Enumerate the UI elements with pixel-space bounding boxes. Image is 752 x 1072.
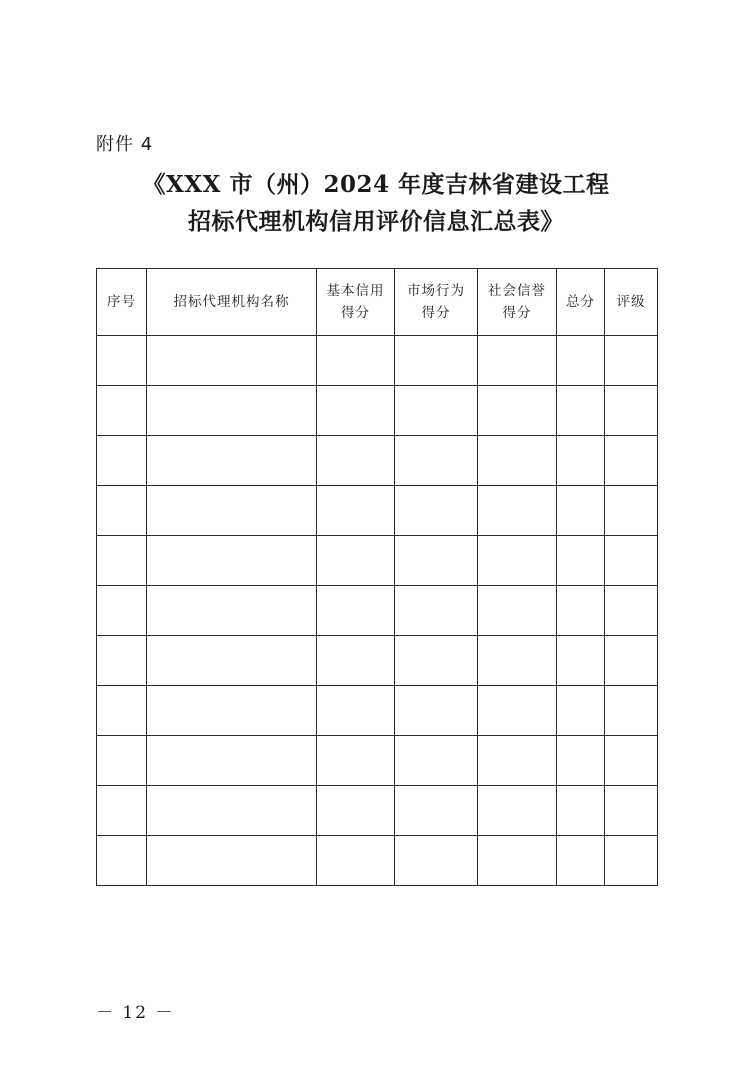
header-line: 社会信誉 [488,283,546,299]
table-row [97,386,658,436]
table-cell[interactable] [97,536,147,586]
table-cell[interactable] [605,836,658,886]
table-row [97,536,658,586]
table-cell[interactable] [605,686,658,736]
header-line: 总分 [566,294,595,310]
table-cell[interactable] [605,786,658,836]
table-cell[interactable] [605,486,658,536]
table-row [97,736,658,786]
table-cell[interactable] [557,686,605,736]
table-cell[interactable] [147,736,317,786]
table-cell[interactable] [97,686,147,736]
header-line: 得分 [421,305,451,321]
page-number: － 12 － [96,1003,175,1023]
table-cell[interactable] [557,536,605,586]
table-cell[interactable] [147,586,317,636]
header-market-behavior-score [395,269,478,336]
table-cell[interactable] [97,836,147,886]
header-line: 招标代理机构名称 [173,294,290,310]
table-cell[interactable] [147,486,317,536]
header-serial-number [97,269,147,336]
table-cell[interactable] [97,486,147,536]
table-cell[interactable] [317,386,395,436]
table-cell[interactable] [557,736,605,786]
table-cell[interactable] [395,636,478,686]
table-cell[interactable] [97,336,147,386]
table-cell[interactable] [317,636,395,686]
table-cell[interactable] [317,786,395,836]
table-cell[interactable] [557,436,605,486]
table-cell[interactable] [317,736,395,786]
table-cell[interactable] [478,386,557,436]
table-cell[interactable] [478,536,557,586]
table-cell[interactable] [605,336,658,386]
header-social-reputation-score [478,269,557,336]
table-cell[interactable] [395,736,478,786]
table-cell[interactable] [478,836,557,886]
summary-table [96,268,658,886]
table-cell[interactable] [317,586,395,636]
table-cell[interactable] [147,836,317,886]
table-cell[interactable] [478,686,557,736]
table-cell[interactable] [605,736,658,786]
table-cell[interactable] [395,486,478,536]
table-cell[interactable] [557,636,605,686]
table-cell[interactable] [557,586,605,636]
table-cell[interactable] [478,586,557,636]
table-cell[interactable] [317,836,395,886]
table-cell[interactable] [395,536,478,586]
header-line: 序号 [107,294,136,310]
table-cell[interactable] [97,586,147,636]
table-cell[interactable] [97,736,147,786]
table-row [97,786,658,836]
table-row [97,636,658,686]
table-cell[interactable] [395,836,478,886]
document-title-line-1: 《XXX 市（州）2024 年度吉林省建设工程 [142,171,610,198]
table-cell[interactable] [395,336,478,386]
header-line: 市场行为 [407,283,465,299]
table-cell[interactable] [557,836,605,886]
table-cell[interactable] [147,436,317,486]
header-line: 得分 [502,305,532,321]
table-cell[interactable] [395,786,478,836]
table-cell[interactable] [395,586,478,636]
document-title-line-2: 招标代理机构信用评价信息汇总表》 [188,208,564,235]
table-cell[interactable] [317,536,395,586]
table-row [97,686,658,736]
header-line: 评级 [616,294,646,310]
table-cell[interactable] [478,786,557,836]
table-body [97,336,658,886]
table-cell[interactable] [317,436,395,486]
attachment-label: 附件 4 [96,134,154,155]
header-rating [605,269,658,336]
table-cell[interactable] [605,386,658,436]
header-agency-name [147,269,317,336]
table-cell[interactable] [317,486,395,536]
table-cell[interactable] [97,436,147,486]
table-cell[interactable] [97,636,147,686]
table-cell[interactable] [478,436,557,486]
table-cell[interactable] [557,486,605,536]
table-header-row [97,269,658,336]
table-cell[interactable] [97,786,147,836]
table-cell[interactable] [605,436,658,486]
table-cell[interactable] [147,386,317,436]
table-cell[interactable] [395,386,478,436]
table-cell[interactable] [317,686,395,736]
table-cell[interactable] [478,336,557,386]
table-row [97,336,658,386]
table-cell[interactable] [147,336,317,386]
table-cell[interactable] [97,386,147,436]
table-cell[interactable] [478,736,557,786]
table-cell[interactable] [557,786,605,836]
table-cell[interactable] [557,386,605,436]
table-cell[interactable] [147,536,317,586]
table-row [97,436,658,486]
header-line: 得分 [341,305,370,321]
table-cell[interactable] [557,336,605,386]
table-cell[interactable] [395,436,478,486]
table-cell[interactable] [317,336,395,386]
table-row [97,836,658,886]
header-basic-credit-score [317,269,395,336]
table-cell[interactable] [147,786,317,836]
table-cell[interactable] [478,636,557,686]
table-cell[interactable] [147,636,317,686]
table-cell[interactable] [478,486,557,536]
table-row [97,486,658,536]
header-line: 基本信用 [326,283,385,299]
table-cell[interactable] [605,636,658,686]
table-row [97,586,658,636]
table-cell[interactable] [395,686,478,736]
table-cell[interactable] [605,586,658,636]
table-cell[interactable] [605,536,658,586]
table-cell[interactable] [147,686,317,736]
header-total-score [557,269,605,336]
